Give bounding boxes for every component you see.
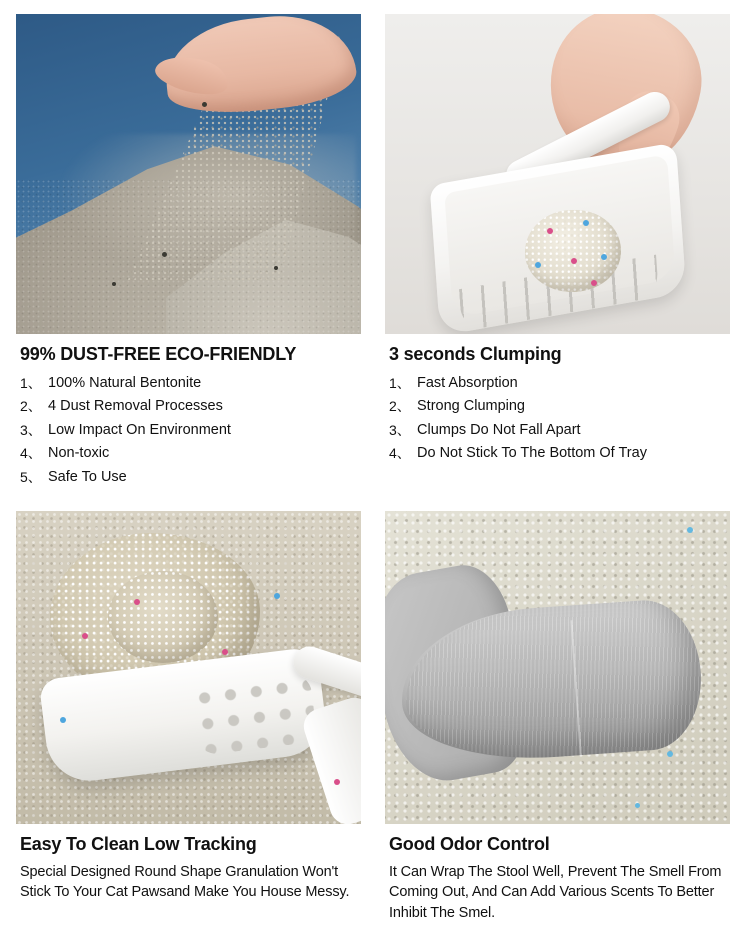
cat-paw-on-litter-photo bbox=[385, 511, 730, 824]
list-text: Clumps Do Not Fall Apart bbox=[417, 421, 581, 438]
section-title: Easy To Clean Low Tracking bbox=[20, 834, 257, 855]
list-text: Do Not Stick To The Bottom Of Tray bbox=[417, 445, 647, 462]
feature-cell-clumping bbox=[385, 14, 730, 489]
list-item bbox=[20, 372, 361, 395]
list-text: Non-toxic bbox=[48, 445, 110, 462]
list-number: 2、 bbox=[20, 398, 42, 415]
section-paragraph: Special Designed Round Shape Granulation Won't Stick To Your Cat Pawsand Make You House Messy. bbox=[20, 863, 350, 901]
list-item bbox=[20, 442, 361, 465]
list-number: 3、 bbox=[389, 421, 411, 438]
list-item bbox=[389, 372, 730, 395]
hand-holding-scoop-with-clump-photo bbox=[385, 14, 730, 334]
feature-cell-odor-control bbox=[385, 511, 730, 923]
list-text: 4 Dust Removal Processes bbox=[48, 398, 223, 415]
list-item bbox=[389, 395, 730, 418]
row-divider bbox=[385, 489, 730, 511]
row-divider bbox=[16, 489, 361, 511]
list-number: 2、 bbox=[389, 398, 411, 415]
section-title: Good Odor Control bbox=[389, 834, 550, 855]
section-title: 3 seconds Clumping bbox=[389, 344, 562, 364]
list-text: Fast Absorption bbox=[417, 374, 518, 391]
list-item bbox=[389, 419, 730, 442]
scoop-lifting-large-clump-photo bbox=[16, 511, 361, 824]
feature-grid bbox=[16, 14, 734, 923]
list-item bbox=[20, 419, 361, 442]
list-number: 1、 bbox=[20, 374, 42, 391]
list-text: Safe To Use bbox=[48, 468, 127, 485]
feature-cell-easy-clean bbox=[16, 511, 361, 923]
list-text: Low Impact On Environment bbox=[48, 421, 231, 438]
list-number: 5、 bbox=[20, 468, 42, 485]
list-number: 3、 bbox=[20, 421, 42, 438]
list-number: 1、 bbox=[389, 374, 411, 391]
list-text: Strong Clumping bbox=[417, 398, 525, 415]
section-paragraph: It Can Wrap The Stool Well, Prevent The Smell From Coming Out, And Can Add Various Scents To Better Inhibit The Smel. bbox=[389, 863, 722, 921]
feature-list bbox=[16, 372, 361, 489]
list-number: 4、 bbox=[389, 445, 411, 462]
list-item bbox=[20, 466, 361, 489]
section-title: 99% DUST-FREE ECO-FRIENDLY bbox=[20, 344, 297, 364]
feature-cell-dust-free bbox=[16, 14, 361, 489]
cat-litter-pouring-photo bbox=[16, 14, 361, 334]
list-text: 100% Natural Bentonite bbox=[48, 374, 202, 391]
list-item bbox=[389, 442, 730, 465]
list-number: 4、 bbox=[20, 445, 42, 462]
list-item bbox=[20, 395, 361, 418]
feature-list bbox=[385, 372, 730, 466]
